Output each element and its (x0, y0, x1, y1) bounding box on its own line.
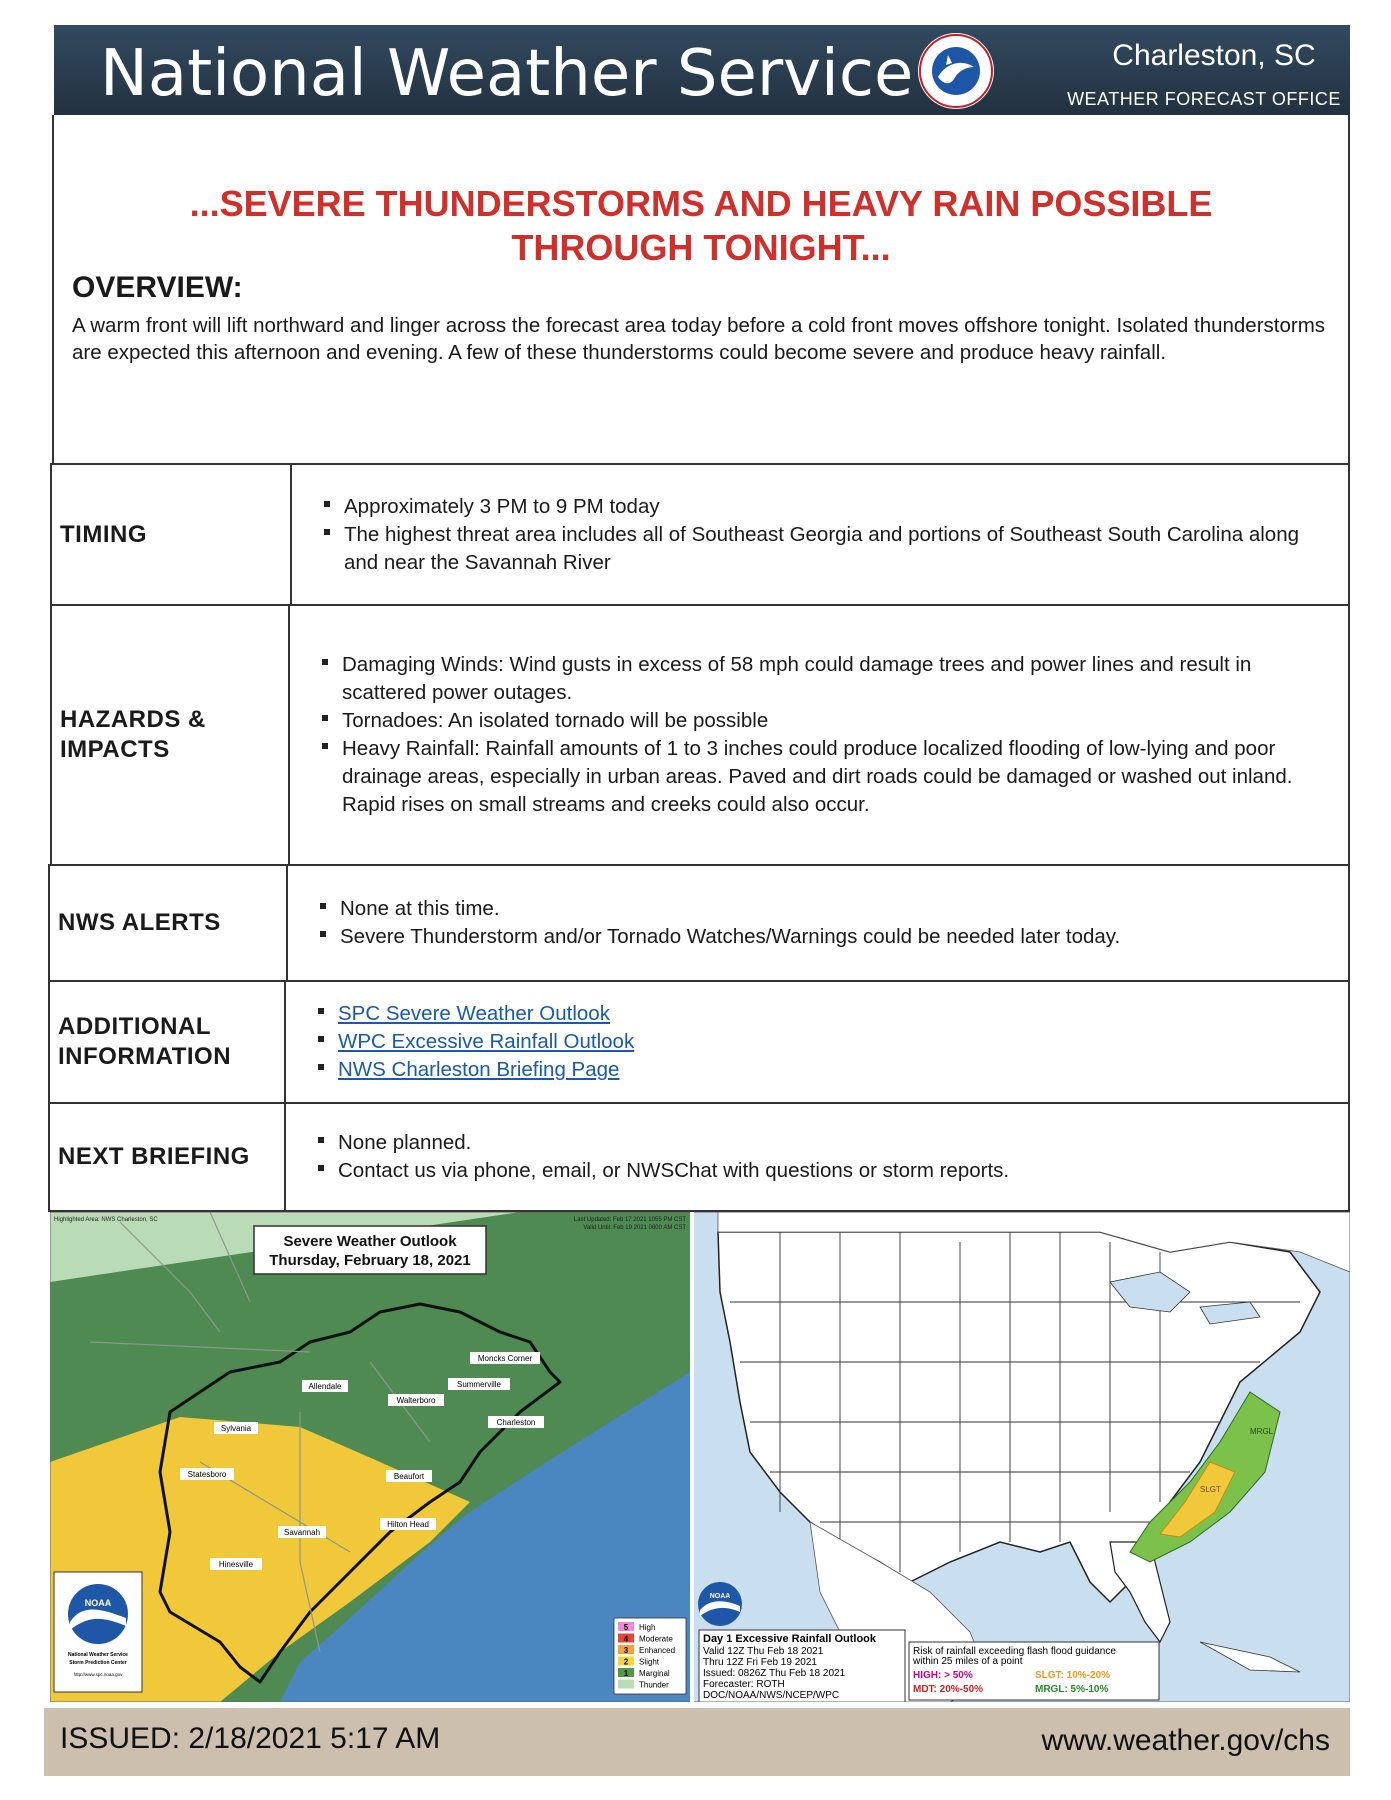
briefing-row (48, 1102, 1350, 1212)
legend-label: Moderate (639, 1634, 673, 1644)
svg-text:NOAA: NOAA (84, 1598, 112, 1608)
legend-label: High (639, 1623, 656, 1632)
timing-list (322, 493, 1334, 577)
wpc-risk-title-2: within 25 miles of a point (913, 1656, 1023, 1667)
legend-level: 4 (623, 1634, 629, 1644)
city-label: Allendale (308, 1382, 342, 1391)
legend-label: Slight (639, 1657, 660, 1667)
noaa-logo-icon (68, 1584, 128, 1644)
spc-outlook-link[interactable]: SPC Severe Weather Outlook (338, 1002, 610, 1025)
briefing-list (316, 1129, 1334, 1185)
spc-valid: Valid Until: Feb 19 2021 0600 AM CST (583, 1225, 686, 1231)
additional-label-line1: ADDITIONAL (58, 1013, 211, 1040)
hazards-label-line2: IMPACTS (60, 736, 170, 763)
overview-box (52, 115, 1350, 465)
spc-map-date: Thursday, February 18, 2021 (269, 1252, 471, 1269)
timing-content (292, 465, 1348, 604)
list-item: Damaging Winds: Wind gusts in excess of 58 mph could damage trees and power lines and result in scattered power outages. (320, 651, 1334, 707)
hazards-list (320, 651, 1334, 819)
city-label: Beaufort (393, 1472, 425, 1481)
briefing-page-link[interactable]: NWS Charleston Briefing Page (338, 1058, 620, 1081)
wpc-outlook-map (694, 1212, 1350, 1702)
additional-content (286, 982, 1348, 1102)
additional-label (50, 982, 286, 1102)
legend-label: Enhanced (639, 1646, 676, 1655)
wpc-risk-high: HIGH: > 50% (913, 1670, 973, 1681)
list-item (316, 1028, 1334, 1056)
legend-level: 5 (623, 1623, 629, 1632)
list-item: Contact us via phone, email, or NWSChat with questions or storm reports. (316, 1157, 1334, 1185)
wpc-info-line: Issued: 0826Z Thu Feb 18 2021 (703, 1668, 846, 1679)
legend-level: 2 (623, 1657, 629, 1667)
wpc-info-line: Valid 12Z Thu Feb 18 2021 (703, 1646, 824, 1657)
city-label: Charleston (496, 1418, 536, 1427)
spc-map-title: Severe Weather Outlook (283, 1233, 457, 1250)
wpc-info-line: DOC/NOAA/NWS/NCEP/WPC (703, 1690, 840, 1701)
briefing-label: NEXT BRIEFING (50, 1104, 286, 1210)
headline-line1: ...SEVERE THUNDERSTORMS AND HEAVY RAIN POSSIBLE (189, 183, 1213, 224)
office-name: Charleston, SC (1112, 39, 1316, 72)
list-item: Heavy Rainfall: Rainfall amounts of 1 to 3 inches could produce localized flooding of low-lying and poor drainage areas, especially in urban areas. Paved and dirt roads could be damaged or washed out inland. Rapid rises on small streams and creeks could also occur. (320, 735, 1334, 819)
spc-highlight-label: Highlighted Area: NWS Charleston, SC (54, 1217, 158, 1223)
briefing-content (286, 1104, 1348, 1210)
issued-timestamp: ISSUED: 2/18/2021 5:17 AM (60, 1722, 441, 1755)
spc-updated: Last Updated: Feb 17 2021 1055 PM CST (573, 1217, 686, 1223)
header-banner (54, 25, 1350, 115)
legend-level: 3 (623, 1646, 629, 1655)
hazards-row (50, 604, 1350, 866)
timing-label: TIMING (52, 465, 292, 604)
alerts-list (318, 895, 1334, 951)
list-item (316, 1056, 1334, 1084)
additional-row (48, 980, 1350, 1104)
timing-row (50, 463, 1350, 606)
noaa-caption-nws: National Weather Service (68, 1652, 128, 1658)
wpc-info-line: Forecaster: ROTH (703, 1679, 785, 1690)
nws-seal-icon (918, 33, 994, 109)
wpc-info-line: Thru 12Z Fri Feb 19 2021 (703, 1657, 817, 1668)
office-subtitle: WEATHER FORECAST OFFICE (1067, 89, 1341, 109)
noaa-caption-spc: Storm Prediction Center (69, 1660, 127, 1666)
legend-swatch (618, 1680, 634, 1689)
wpc-area-label: MRGL (1250, 1427, 1274, 1436)
wpc-info-title: Day 1 Excessive Rainfall Outlook (703, 1633, 877, 1645)
wpc-risk-slgt: SLGT: 10%-20% (1035, 1670, 1111, 1681)
svg-text:NOAA: NOAA (709, 1593, 731, 1600)
links-list (316, 1000, 1334, 1084)
spc-outlook-map (50, 1212, 690, 1702)
list-item (316, 1000, 1334, 1028)
list-item: None at this time. (318, 895, 1334, 923)
city-label: Moncks Corner (477, 1354, 533, 1363)
alerts-content (288, 866, 1348, 980)
wpc-risk-title: Risk of rainfall exceeding flash flood guidance (913, 1646, 1116, 1657)
list-item: None planned. (316, 1129, 1334, 1157)
nws-title: National Weather Service (100, 37, 914, 111)
hazards-label-line1: HAZARDS & (60, 706, 206, 733)
overview-title: OVERVIEW: (72, 271, 243, 304)
city-label: Hilton Head (387, 1520, 429, 1529)
wpc-risk-mrgl: MRGL: 5%-10% (1035, 1684, 1109, 1695)
list-item: Severe Thunderstorm and/or Tornado Watches/Warnings could be needed later today. (318, 923, 1334, 951)
list-item: Approximately 3 PM to 9 PM today (322, 493, 1334, 521)
footer-url: www.weather.gov/chs (1041, 1724, 1330, 1757)
city-label: Statesboro (187, 1470, 227, 1479)
legend-label: Thunder (639, 1680, 669, 1690)
hazards-label (52, 606, 290, 864)
legend-level: 1 (623, 1669, 629, 1678)
city-label: Walterboro (396, 1396, 436, 1405)
wpc-area-label: SLGT (1200, 1485, 1221, 1494)
legend-label: Marginal (639, 1669, 670, 1678)
footer-bar (44, 1708, 1350, 1776)
alerts-row (48, 864, 1350, 982)
maps-section (50, 1212, 1350, 1702)
wpc-risk-mdt: MDT: 20%-50% (913, 1684, 984, 1695)
overview-text: A warm front will lift northward and linger across the forecast area today before a cold front moves offshore tonight. Isolated thunderstorms are expected this afternoon and evening. A few of these thunderstorms could become severe and produce heavy rainfall. (72, 314, 1326, 364)
city-label: Hinesville (218, 1560, 254, 1569)
city-label: Sylvania (220, 1424, 252, 1433)
spc-legend (614, 1618, 686, 1694)
list-item: Tornadoes: An isolated tornado will be possible (320, 707, 1334, 735)
noaa-caption-url: http://www.spc.noaa.gov (73, 1672, 123, 1677)
alerts-label: NWS ALERTS (50, 866, 288, 980)
city-label: Summerville (456, 1380, 502, 1389)
headline-line2: THROUGH TONIGHT... (511, 227, 891, 268)
wpc-outlook-link[interactable]: WPC Excessive Rainfall Outlook (338, 1030, 635, 1053)
city-label: Savannah (283, 1528, 321, 1537)
additional-label-line2: INFORMATION (58, 1043, 232, 1070)
noaa-logo-icon (698, 1582, 742, 1626)
list-item: The highest threat area includes all of Southeast Georgia and portions of Southeast South Carolina along and near the Savannah River (322, 521, 1334, 577)
hazards-content (290, 606, 1348, 864)
